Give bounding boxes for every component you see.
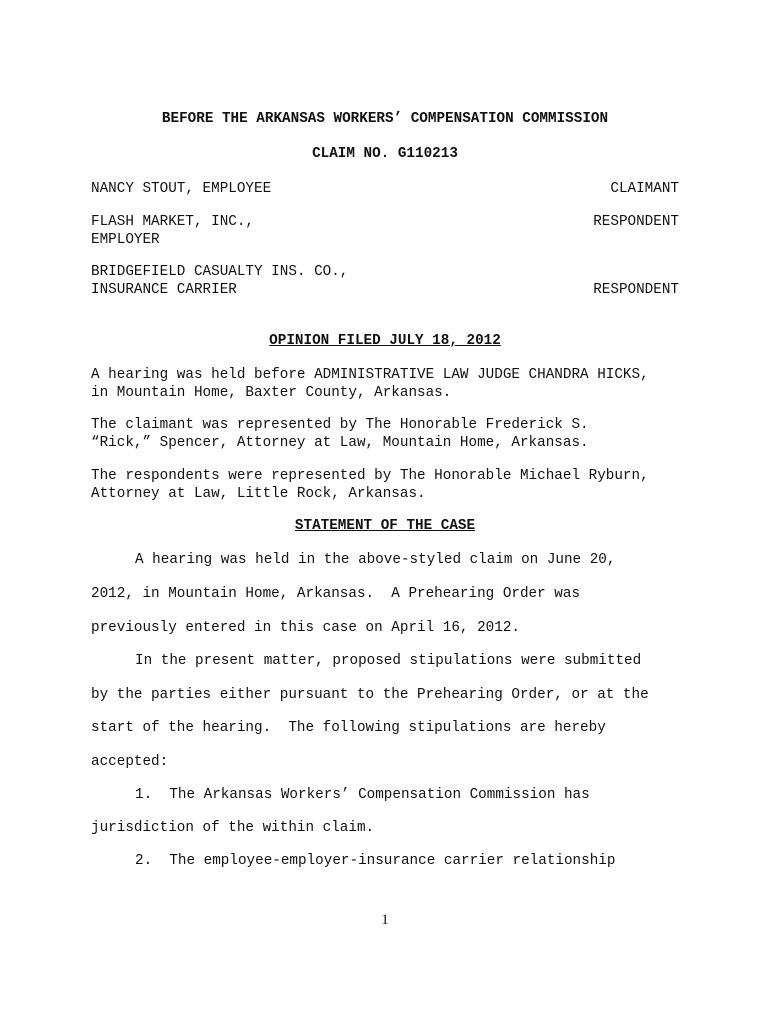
body-line: In the present matter, proposed stipulations were submitted	[135, 653, 642, 669]
opinion-filed-heading: OPINION FILED JULY 18, 2012	[269, 333, 501, 349]
party-role: RESPONDENT	[593, 214, 679, 230]
page-number: 1	[381, 912, 389, 928]
claim-number: CLAIM NO. G110213	[312, 146, 458, 162]
intro-line: The respondents were represented by The Honorable Michael Ryburn,	[91, 468, 649, 484]
section-heading: STATEMENT OF THE CASE	[294, 518, 476, 534]
party-name-line: INSURANCE CARRIER	[91, 282, 237, 298]
intro-line: in Mountain Home, Baxter County, Arkansas.	[91, 385, 452, 401]
body-line: start of the hearing. The following stipulations are hereby	[91, 720, 606, 736]
body-line: by the parties either pursuant to the Prehearing Order, or at the	[91, 687, 649, 703]
intro-line: A hearing was held before ADMINISTRATIVE LAW JUDGE CHANDRA HICKS,	[91, 367, 649, 383]
party-name-line: BRIDGEFIELD CASUALTY INS. CO.,	[91, 264, 349, 280]
body-line: 1. The Arkansas Workers’ Compensation Commission has	[135, 787, 590, 803]
body-line: jurisdiction of the within claim.	[91, 820, 375, 836]
intro-line: The claimant was represented by The Honorable Frederick S.	[91, 417, 589, 433]
party-name-line: EMPLOYER	[91, 232, 160, 248]
body-line: 2. The employee-employer-insurance carrier relationship	[135, 853, 616, 869]
body-line: A hearing was held in the above-styled claim on June 20,	[135, 552, 616, 568]
intro-line: Attorney at Law, Little Rock, Arkansas.	[91, 486, 426, 502]
intro-line: “Rick,” Spencer, Attorney at Law, Mountain Home, Arkansas.	[91, 435, 589, 451]
body-line: previously entered in this case on April 16, 2012.	[91, 620, 520, 636]
commission-heading: BEFORE THE ARKANSAS WORKERS’ COMPENSATION COMMISSION	[161, 111, 609, 127]
party-name-line: NANCY STOUT, EMPLOYEE	[91, 181, 272, 197]
party-role: CLAIMANT	[610, 181, 679, 197]
party-role: RESPONDENT	[593, 282, 679, 298]
body-line: accepted:	[91, 754, 169, 770]
party-name-line: FLASH MARKET, INC.,	[91, 214, 255, 230]
body-line: 2012, in Mountain Home, Arkansas. A Prehearing Order was	[91, 586, 581, 602]
